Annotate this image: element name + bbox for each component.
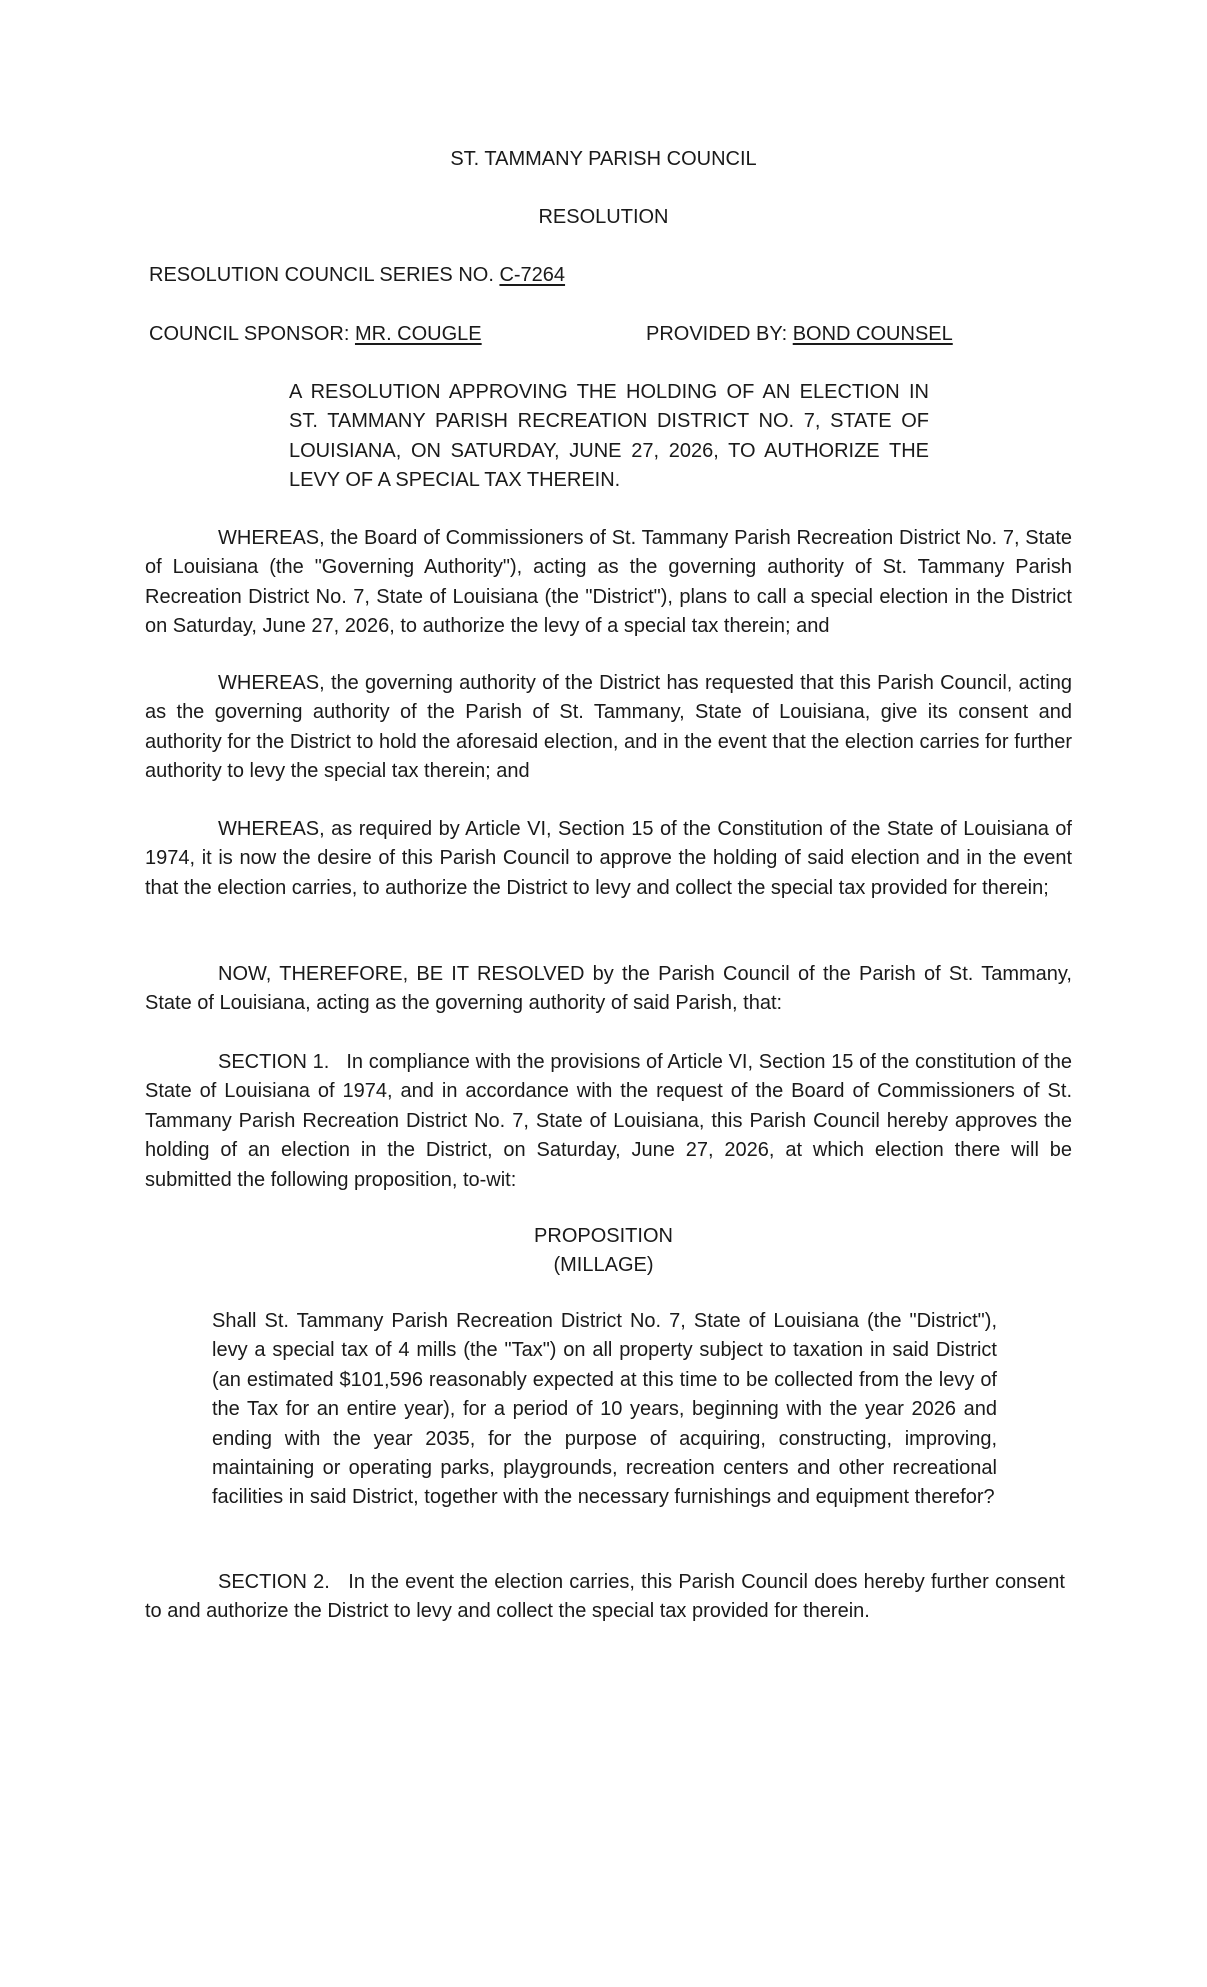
council-heading: ST. TAMMANY PARISH COUNCIL: [450, 148, 757, 170]
provided-by-value: BOND COUNSEL: [792, 323, 953, 345]
section-1-text: SECTION 1. In compliance with the provisions of Article VI, Section 15 of the constitution of the State of Louisiana of 1974, and in accordance with the request of the Board of Commissioners of St. Tammany Parish Recreation District No. 7, State of Louisiana, this Parish Council hereby approves the holding of an election in the District, on Saturday, June 27, 2026, at which election there will be submitted the following proposition, to-wit:: [145, 1051, 1078, 1191]
proposition-block: [212, 1307, 997, 1513]
document-type-heading: RESOLUTION: [538, 206, 669, 228]
whereas-paragraph-2: [145, 669, 1072, 787]
resolved-text: NOW, THEREFORE, BE IT RESOLVED by the Parish Council of the Parish of St. Tammany, State of Louisiana, acting as the governing authority of said Parish, that:: [145, 963, 1072, 1015]
provided-by-line: [646, 320, 953, 350]
proposition-text: Shall St. Tammany Parish Recreation District No. 7, State of Louisiana (the "District"), levy a special tax of 4 mills (the "Tax") on all property subject to taxation in said District (an estimated $101,596 reasonably expected at this time to be collected from the levy of the Tax for an entire year), for a period of 10 years, beginning with the year 2026 and ending with the year 2035, for the purpose of acquiring, constructing, improving, maintaining or operating parks, playgrounds, recreation centers and other recreational facilities in said District, together with the necessary furnishings and equipment therefor?: [212, 1310, 997, 1509]
provided-by-label: PROVIDED BY:: [646, 323, 788, 345]
resolution-title-text: A RESOLUTION APPROVING THE HOLDING OF AN ELECTION IN ST. TAMMANY PARISH RECREATION DISTRICT NO. 7, STATE OF LOUISIANA, ON SATURDAY, JUNE 27, 2026, TO AUTHORIZE THE LEVY OF A SPECIAL TAX THEREIN.: [289, 381, 929, 491]
series-label: RESOLUTION COUNCIL SERIES NO.: [149, 264, 494, 286]
section-2-text: SECTION 2. In the event the election carries, this Parish Council does hereby further consent to and authorize the District to levy and collect the special tax provided for therein.: [145, 1571, 1071, 1623]
series-number: C-7264: [499, 264, 566, 286]
section-2-paragraph: [145, 1568, 1071, 1627]
whereas-paragraph-1: [145, 524, 1072, 642]
whereas-text-3: WHEREAS, as required by Article VI, Section 15 of the Constitution of the State of Louisiana of 1974, it is now the desire of this Parish Council to approve the holding of said election and in the event that the election carries, to authorize the District to levy and collect the special tax provided for therein;: [145, 818, 1072, 899]
whereas-paragraph-3: [145, 815, 1072, 903]
proposition-heading: PROPOSITION: [534, 1225, 673, 1247]
sponsor-label: COUNCIL SPONSOR:: [149, 323, 350, 345]
resolution-title: [289, 378, 929, 495]
whereas-text-1: WHEREAS, the Board of Commissioners of St. Tammany Parish Recreation District No. 7, State of Louisiana (the "Governing Authority"), acting as the governing authority of St. Tammany Parish Recreation District No. 7, State of Louisiana (the "District"), plans to call a special election in the District on Saturday, June 27, 2026, to authorize the levy of a special tax therein; and: [145, 527, 1072, 638]
proposition-subheading: (MILLAGE): [553, 1254, 654, 1276]
section-1-paragraph: [145, 1048, 1078, 1195]
series-number-line: [149, 261, 565, 291]
sponsor-name: MR. COUGLE: [354, 323, 482, 345]
council-sponsor-line: [149, 320, 482, 350]
whereas-text-2: WHEREAS, the governing authority of the District has requested that this Parish Council, acting as the governing authority of the Parish of St. Tammany, State of Louisiana, give its consent and authority for the District to hold the aforesaid election, and in the event that the election carries for further authority to levy the special tax therein; and: [145, 672, 1072, 783]
resolved-paragraph: [145, 960, 1072, 1019]
